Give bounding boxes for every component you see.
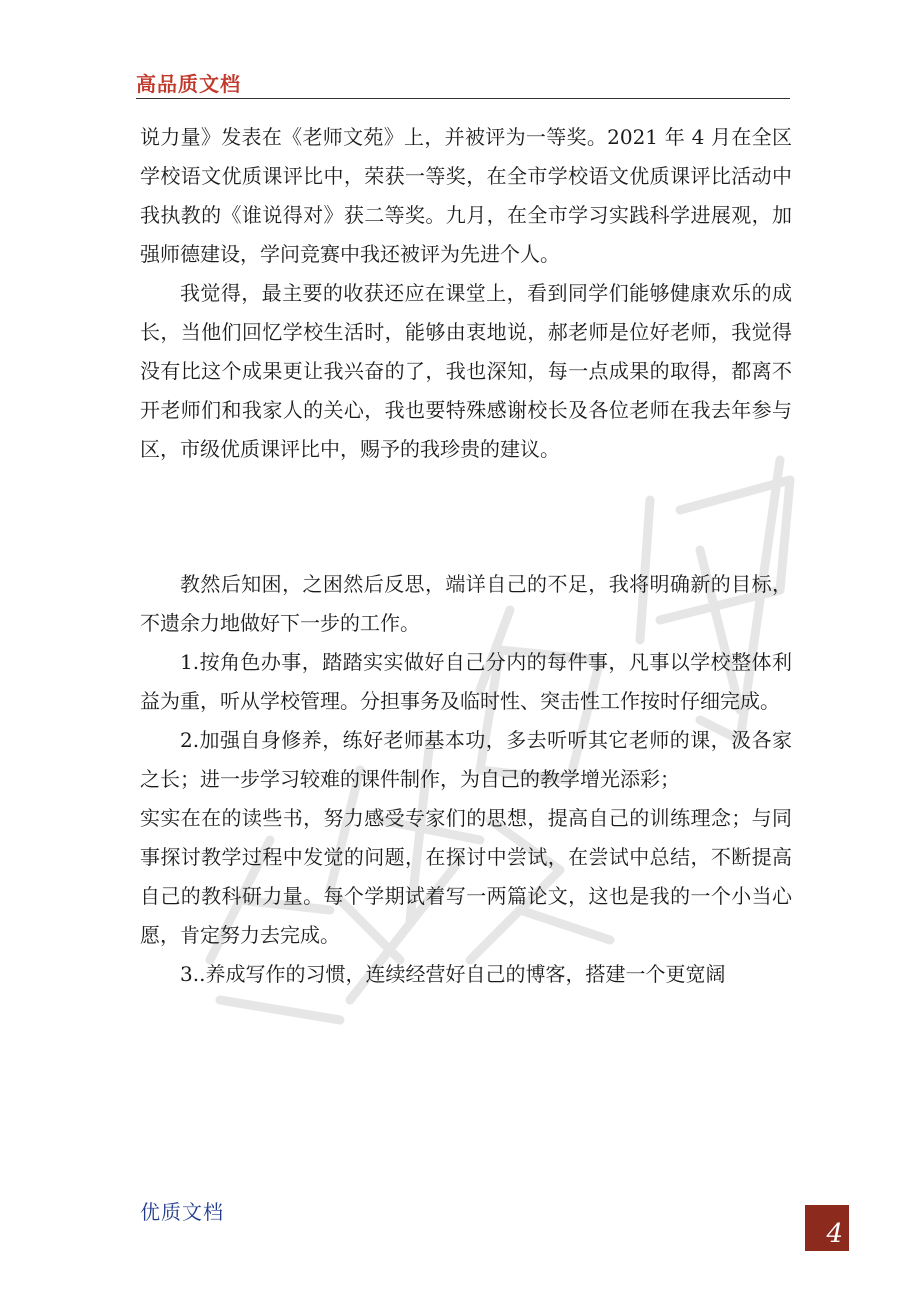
list-item-1: 1.按角色办事，踏踏实实做好自己分内的每件事，凡事以学校整体利益为重，听从学校管理。分担事务及临时性、突击性工作按时仔细完成。 xyxy=(140,650,792,713)
list-item-2-continued: 实实在在的读些书，努力感受专家们的思想，提高自己的训练理念；与同事探讨教学过程中发觉的问题，在探讨中尝试，在尝试中总结，不断提高自己的教科研力量。每个学期试着写一两篇论文，这也是我的一个小当心愿，肯定努力去完成。 xyxy=(140,806,792,947)
header-title: 高品质文档 xyxy=(136,72,241,96)
footer-label: 优质文档 xyxy=(140,1200,224,1224)
page-header xyxy=(136,66,790,99)
section-gap xyxy=(140,469,792,565)
list-item-2: 2.加强自身修养，练好老师基本功，多去听听其它老师的课，汲各家之长；进一步学习较难的课件制作，为自己的教学增光添彩； xyxy=(140,728,792,791)
paragraph-1: 说力量》发表在《老师文苑》上，并被评为一等奖。2021 年 4 月在全区学校语文优质课评比中，荣获一等奖，在全市学校语文优质课评比活动中我执教的《谁说得对》获二等奖。九月，在全市学习实践科学进展观，加强师德建设，学问竞赛中我还被评为先进个人。 xyxy=(140,125,792,266)
page-number: 4 xyxy=(826,1219,843,1249)
paragraph-2: 我觉得，最主要的收获还应在课堂上，看到同学们能够健康欢乐的成长，当他们回忆学校生活时，能够由衷地说，郝老师是位好老师，我觉得没有比这个成果更让我兴奋的了，我也深知，每一点成果的取得，都离不开老师们和我家人的关心，我也要特殊感谢校长及各位老师在我去年参与区，市级优质课评比中，赐予的我珍贵的建议。 xyxy=(140,281,792,461)
list-item-3: 3..养成写作的习惯，连续经营好自己的博客，搭建一个更宽阔 xyxy=(180,962,726,986)
paragraph-3: 教然后知困，之困然后反思，端详自己的不足，我将明确新的目标，不遗余力地做好下一步的工作。 xyxy=(140,572,792,635)
page-number-badge xyxy=(805,1205,849,1251)
document-body xyxy=(140,118,792,994)
